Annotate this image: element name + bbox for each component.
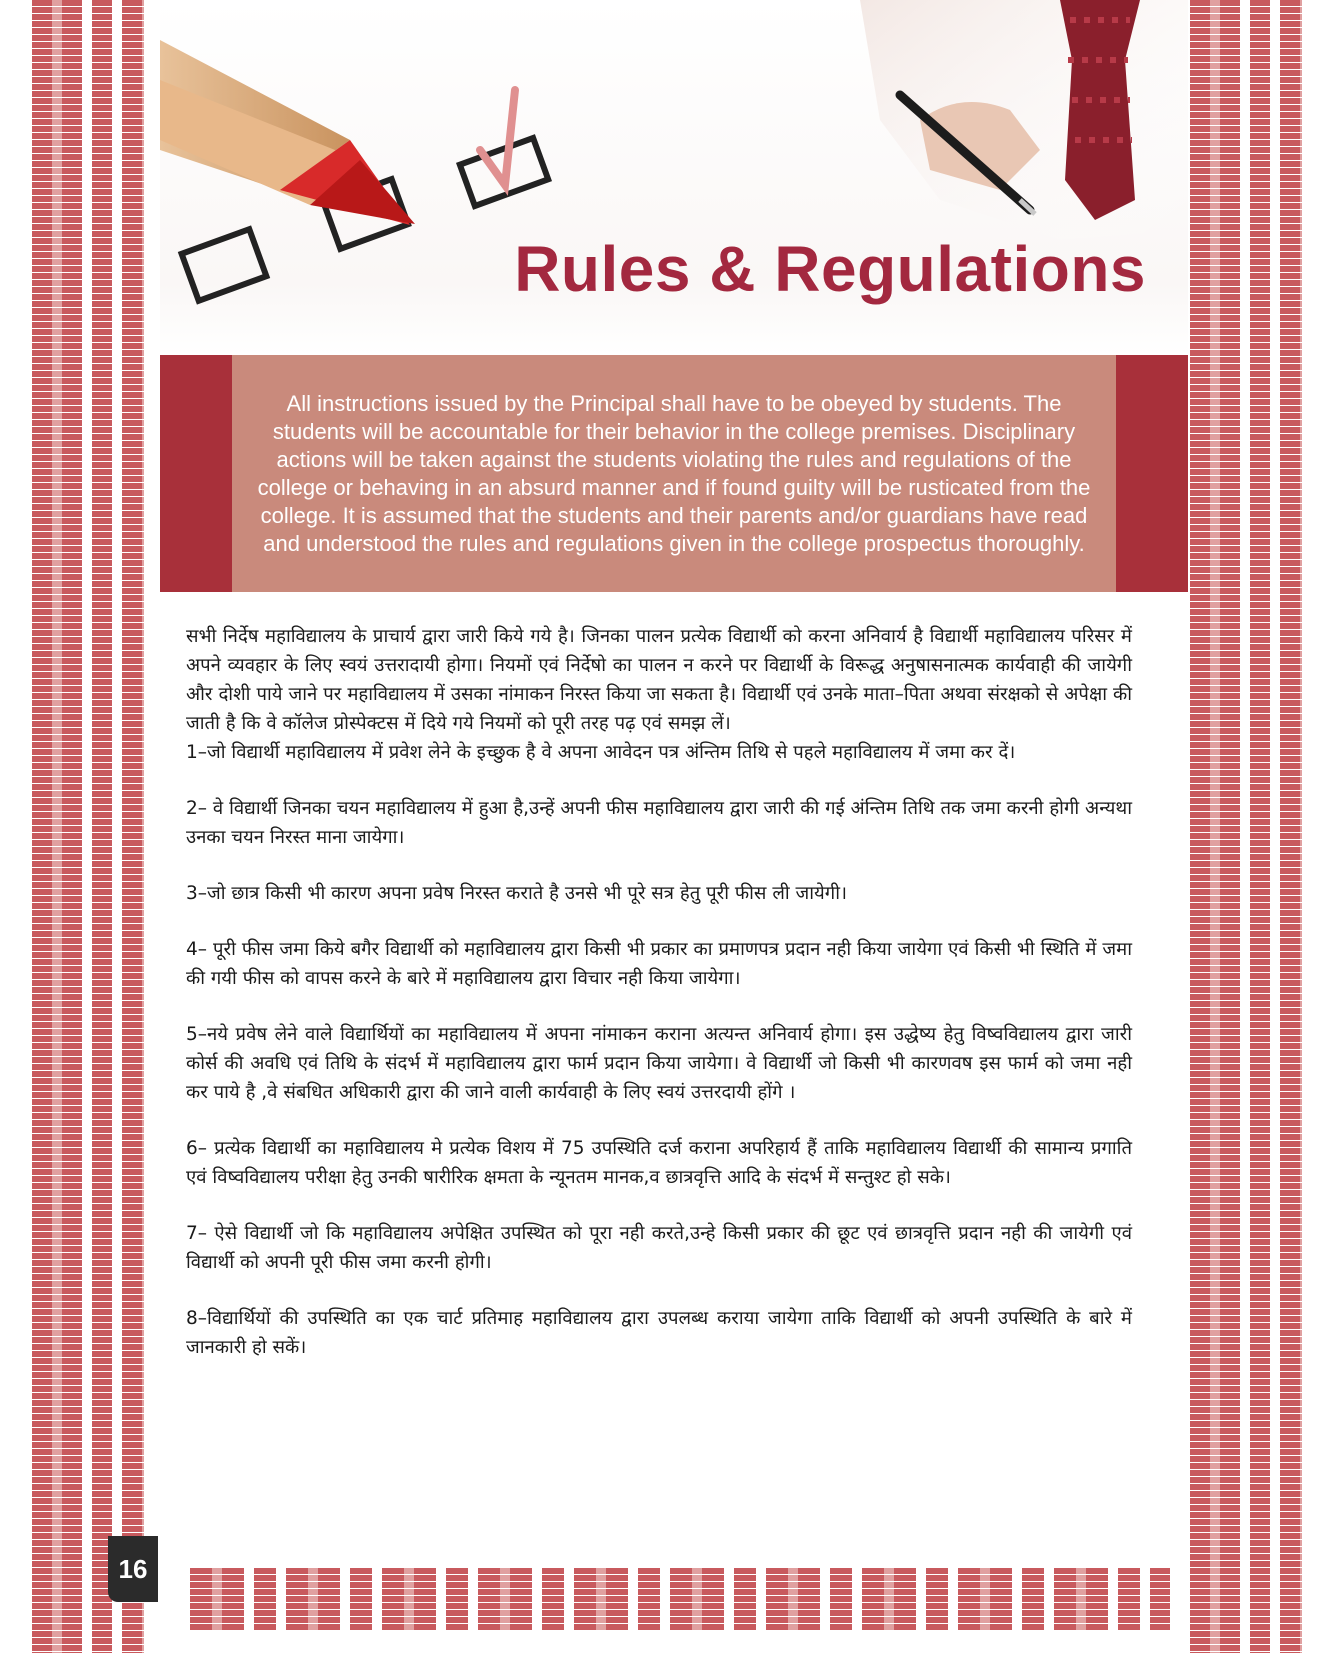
rule-item: 1–जो विद्यार्थी महाविद्यालय में प्रवेश लेने के इच्छुक है वे अपना आवेदन पत्र अंन्तिम तिथि से पहले महाविद्यालय में जमा कर दें। bbox=[186, 742, 1016, 763]
rule-item: 5–नये प्रवेष लेने वाले विद्यार्थियों का महाविद्यालय में अपना नांमाकन कराना अत्यन्त अनिवार्य होगा। इस उद्धेष्य हेतु विष्वविद्यालय द्वारा जारी कोर्स की अवधि एवं तिथि के संदर्भ में महाविद्यालय द्वारा फार्म प्रदान किया जायेगा। वे विद्यार्थी जो किसी भी कारणवष इस फार्म को जमा नही कर पाये है ,वे संबधित अधिकारी द्वारा की जाने वाली कार्यवाही के लिए स्वयं उत्तरदायी होंगे । bbox=[186, 1024, 1132, 1103]
rule-item: 6– प्रत्येक विद्यार्थी का महाविद्यालय मे प्रत्येक विशय में 75 उपस्थिति दर्ज कराना अपरिहार्य हैं ताकि महाविद्यालय विद्यार्थी की सामान्य प्रगाति एवं विष्वविद्यालय परीक्षा हेतु उनकी षारीरिक क्षमता के न्यूनतम मानक,व छात्रवृत्ति आदि के संदर्भ में सन्तुश्ट हो सके। bbox=[186, 1138, 1132, 1188]
businessman-writing-image bbox=[860, 0, 1188, 240]
rule-item: 8–विद्यार्थियों की उपस्थिति का एक चार्ट प्रतिमाह महाविद्यालय द्वारा उपलब्ध कराया जायेगा ताकि विद्यार्थी को अपनी उपस्थिति के बारे में जानकारी हो सकें। bbox=[186, 1308, 1132, 1358]
rules-intro-hindi: सभी निर्देष महाविद्यालय के प्राचार्य द्वारा जारी किये गये है। जिनका पालन प्रत्येक विद्यार्थी को करना अनिवार्य है विद्यार्थी महाविद्यालय परिसर में अपने व्यवहार के लिए स्वयं उत्तरादायी होगा। नियमों एवं निर्देषो का पालन न करने पर विद्यार्थी के विरूद्ध अनुषासनात्मक कार्यवाही की जायेगी और दोशी पाये जाने पर महाविद्यालय में उसका नांमाकन निरस्त किया जा सकता है। विद्यार्थी एवं उनके माता–पिता अथवा संरक्षको से अपेक्षा की जाती है कि वे कॉलेज प्रोस्पेक्टस में दिये गये नियमों को पूरी तरह पढ़ एवं समझ लें। bbox=[186, 626, 1132, 734]
checkmark-icon bbox=[480, 90, 515, 185]
header-illustration bbox=[160, 0, 1188, 355]
page-title: Rules & Regulations bbox=[514, 233, 1146, 305]
right-brick-border bbox=[1190, 0, 1302, 1653]
left-brick-border bbox=[32, 0, 144, 1653]
intro-text: All instructions issued by the Principal shall have to be obeyed by students. The students will be accountable for their behavior in the college premises. Disciplinary actions will be taken against the students violating the rules and regulations of the college or behaving in an absurd manner and if found guilty will be rusticated from the college. It is assumed that the students and their parents and/or guardians have read and understood the rules and regulations given in the college prospectus thoroughly. bbox=[257, 390, 1091, 556]
intro-banner bbox=[160, 355, 1188, 592]
intro-panel bbox=[232, 355, 1116, 592]
page-number: 16 bbox=[108, 1536, 158, 1602]
red-pencil-image bbox=[160, 40, 415, 225]
rules-body bbox=[186, 622, 1132, 1362]
rule-item: 2– वे विद्यार्थी जिनका चयन महाविद्यालय में हुआ है,उन्हें अपनी फीस महाविद्यालय द्वारा जारी की गई अंन्तिम तिथि तक जमा करनी होगी अन्यथा उनका चयन निरस्त माना जायेगा। bbox=[186, 798, 1132, 848]
rule-item: 4– पूरी फीस जमा किये बगैर विद्यार्थी को महाविद्यालय द्वारा किसी भी प्रकार का प्रमाणपत्र प्रदान नही किया जायेगा एवं किसी भी स्थिति में जमा की गयी फीस को वापस करने के बारे में महाविद्यालय द्वारा विचार नही किया जायेगा। bbox=[186, 939, 1132, 989]
rule-item: 3–जो छात्र किसी भी कारण अपना प्रवेष निरस्त कराते है उनसे भी पूरे सत्र हेतु पूरी फीस ली जायेगी। bbox=[186, 883, 848, 904]
bottom-brick-border bbox=[190, 1568, 1170, 1630]
rule-item: 7– ऐसे विद्यार्थी जो कि महाविद्यालय अपेक्षित उपस्थित को पूरा नही करते,उन्हे किसी प्रकार की छूट एवं छात्रवृत्ति प्रदान नही की जायेगी एवं विद्यार्थी को अपनी पूरी फीस जमा करनी होगी। bbox=[186, 1223, 1132, 1273]
